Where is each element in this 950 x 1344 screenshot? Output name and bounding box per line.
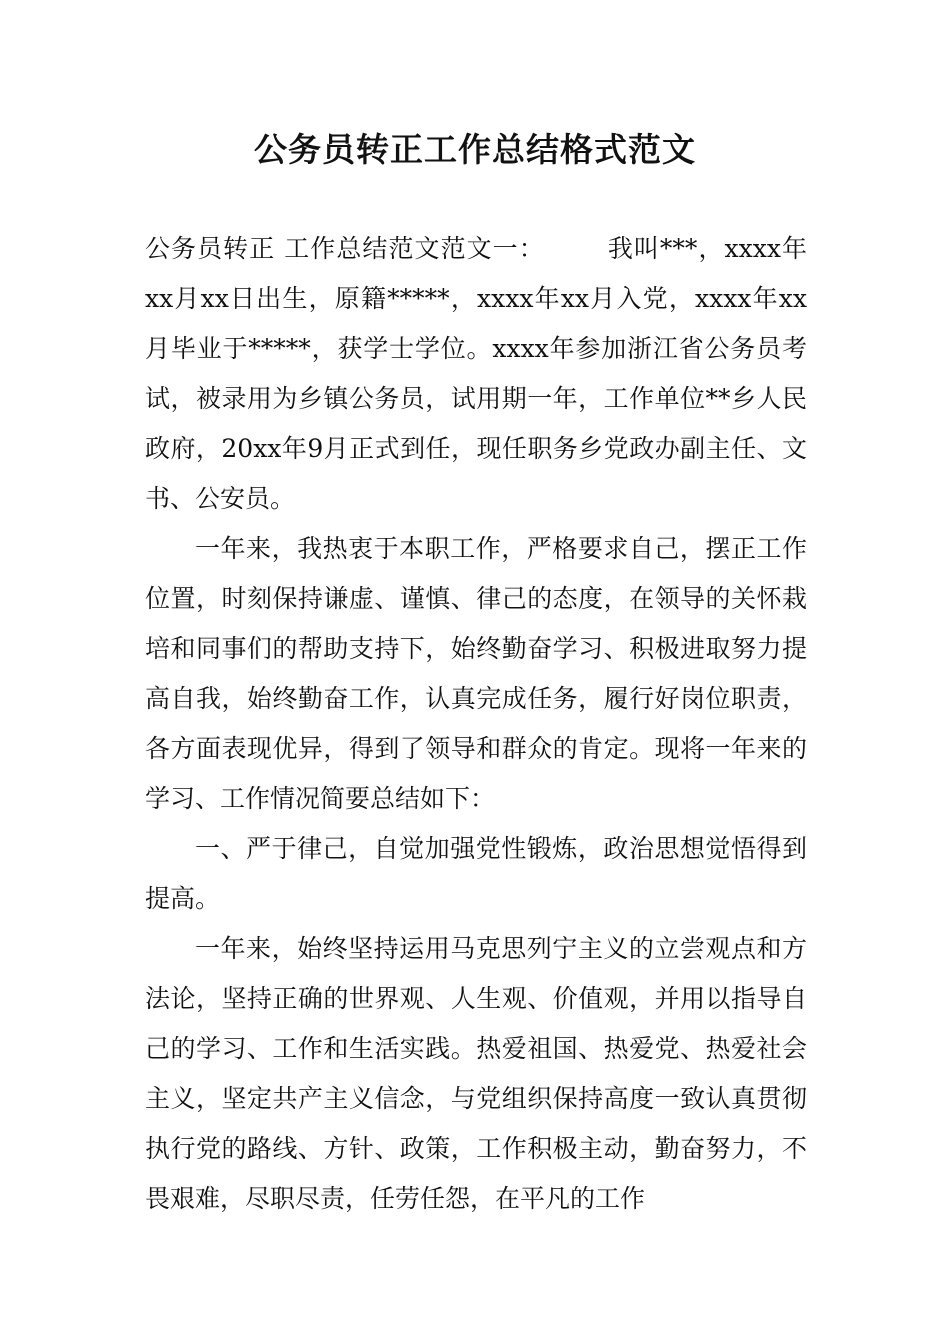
body-paragraph-2: 一年来，始终坚持运用马克思列宁主义的立尝观点和方法论，坚持正确的世界观、人生观、价值观，并用以指导自己的学习、工作和生活实践。热爱祖国、热爱党、热爱社会主义，坚定共产主义信念，与党组织保持高度一致认真贯彻执行党的路线、方针、政策，工作积极主动，勤奋努力，不畏艰难，尽职尽责，任劳任怨，在平凡的工作 — [145, 934, 807, 1213]
document-body — [145, 224, 807, 1224]
document-title: 公务员转正工作总结格式范文 — [254, 130, 696, 169]
section-heading-1: 一、严于律己，自觉加强党性锻炼，政治思想觉悟得到提高。 — [145, 834, 807, 913]
body-paragraph-1: 一年来，我热衷于本职工作，严格要求自己，摆正工作位置，时刻保持谦虚、谨慎、律己的态度，在领导的关怀栽培和同事们的帮助支持下，始终勤奋学习、积极进取努力提高自我，始终勤奋工作，认真完成任务，履行好岗位职责，各方面表现优异，得到了领导和群众的肯定。现将一年来的学习、工作情况简要总结如下： — [145, 534, 807, 813]
intro-text: 我叫***，xxxx年xx月xx日出生，原籍*****，xxxx年xx月入党，xxxx年xx月毕业于*****，获学士学位。xxxx年参加浙江省公务员考试，被录用为乡镇公务员，试用期一年，工作单位**乡人民政府，20xx年9月正式到任，现任职务乡党政办副主任、文书、公安员。 — [145, 234, 807, 513]
intro-lead: 公务员转正 工作总结范文范文一： — [145, 234, 545, 263]
intro-paragraph — [145, 224, 807, 524]
